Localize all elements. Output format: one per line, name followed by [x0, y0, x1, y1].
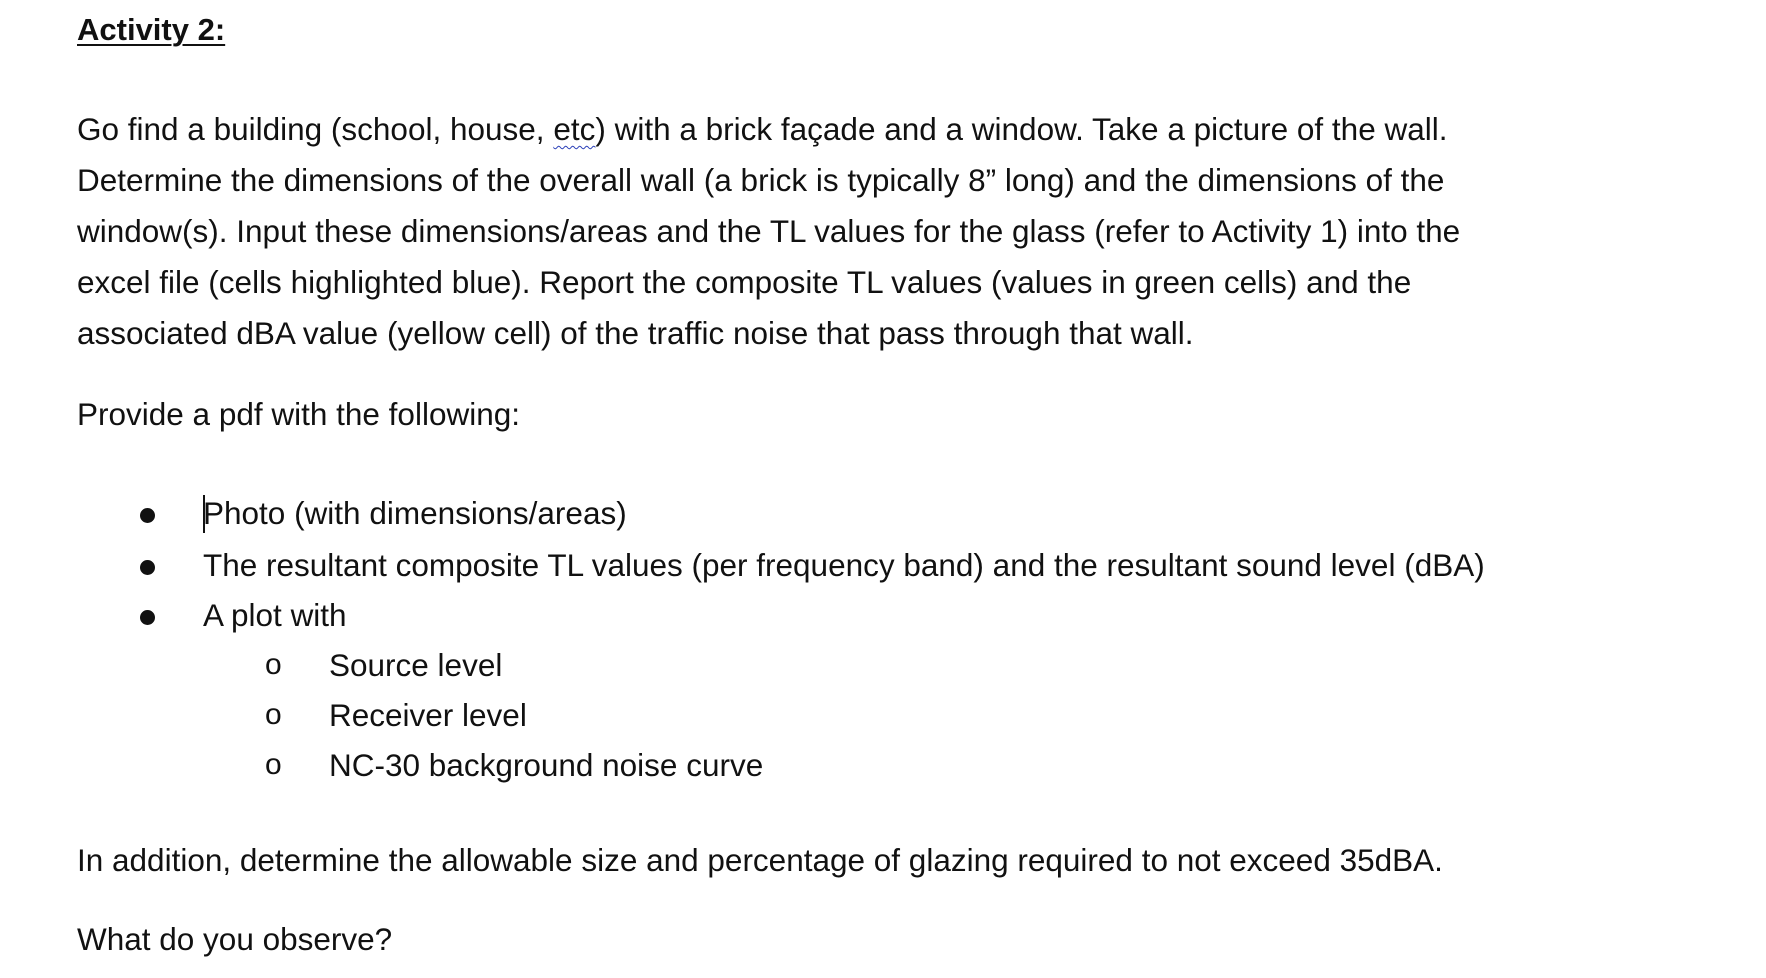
bullet-item-composite-tl	[0, 540, 1766, 590]
paragraph-line-1	[77, 104, 1737, 155]
sub-bullet-text-source: Source level	[329, 647, 503, 683]
sub-bullet-item-nc30	[0, 740, 1766, 790]
activity-heading: Activity 2:	[77, 12, 226, 47]
hollow-bullet-icon: o	[265, 698, 282, 731]
provide-heading: Provide a pdf with the following:	[77, 396, 520, 432]
spellcheck-underlined-word: etc	[553, 111, 596, 147]
addition-paragraph: In addition, determine the allowable size and percentage of glazing required to not exceed 35dBA.	[77, 842, 1443, 878]
bullet-text-photo[interactable]	[203, 488, 627, 538]
bullet-dot-icon	[140, 610, 155, 625]
sub-bullet-item-source	[0, 640, 1766, 690]
observation-question: What do you observe?	[77, 921, 393, 957]
instructions-paragraph	[77, 104, 1737, 359]
paragraph-line-2: Determine the dimensions of the overall wall (a brick is typically 8” long) and the dimensions of the	[77, 162, 1445, 198]
sub-bullet-text-receiver: Receiver level	[329, 697, 527, 733]
bullet-label-photo: Photo (with dimensions/areas)	[203, 495, 627, 531]
paragraph-line-3: window(s). Input these dimensions/areas and the TL values for the glass (refer to Activity 1) into the	[77, 213, 1461, 249]
paragraph-line-1-part-b: ) with a brick façade and a window. Take a picture of the wall.	[595, 111, 1448, 147]
bullet-dot-icon	[140, 560, 155, 575]
paragraph-line-5: associated dBA value (yellow cell) of the traffic noise that pass through that wall.	[77, 315, 1194, 351]
bullet-item-plot	[0, 590, 1766, 640]
bullet-item-photo	[0, 488, 1766, 538]
sub-bullet-text-nc30: NC-30 background noise curve	[329, 747, 764, 783]
paragraph-line-4: excel file (cells highlighted blue). Report the composite TL values (values in green cells) and the	[77, 264, 1412, 300]
bullet-dot-icon	[140, 508, 155, 523]
hollow-bullet-icon: o	[265, 648, 282, 681]
bullet-text-plot: A plot with	[203, 597, 347, 633]
sub-bullet-item-receiver	[0, 690, 1766, 740]
bullet-text-composite-tl: The resultant composite TL values (per frequency band) and the resultant sound level (dBA)	[203, 547, 1485, 583]
paragraph-line-1-part-a: Go find a building (school, house,	[77, 111, 554, 147]
hollow-bullet-icon: o	[265, 748, 282, 781]
